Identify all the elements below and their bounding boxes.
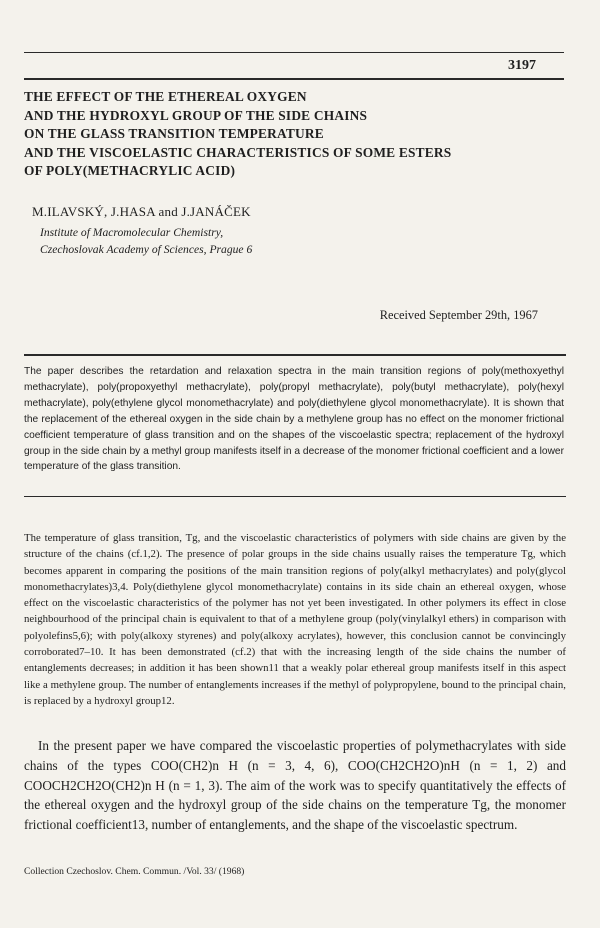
affiliation-line: Institute of Macromolecular Chemistry, — [40, 226, 224, 239]
top-rule — [24, 52, 564, 53]
title-line: OF POLY(METHACRYLIC ACID) — [24, 163, 236, 178]
title-line: ON THE GLASS TRANSITION TEMPERATURE — [24, 126, 324, 141]
abstract-bottom-rule — [24, 496, 566, 497]
abstract-top-rule — [24, 354, 566, 356]
header-rule — [24, 78, 564, 80]
abstract: The paper describes the retardation and relaxation spectra in the main transition regions of poly(methoxyethyl methacrylate), poly(propoxyethyl methacrylate), poly(propyl methacrylate), poly(butyl methacrylate), poly(hexyl methacrylate), poly(ethylene glycol monomethacrylate) and poly(diethylene glycol monomethacrylate). It is shown that the replacement of the ethereal oxygen in the side chain by a methylene group has no effect on the monomer frictional coefficient temperature of glass transition and on the shapes of the viscoelastic spectra; replacement of the hydroxyl group in the side chain by a methyl group manifests itself in a decrease of the monomer frictional coefficient and a lower temperature of the glass transition. — [24, 366, 564, 473]
title-line: AND THE VISCOELASTIC CHARACTERISTICS OF SOME ESTERS — [24, 144, 452, 160]
body-paragraph-2: In the present paper we have compared the viscoelastic properties of polymethacrylates with side chains of the types COO(CH2)n H (n = 3, 4, 6), COO(CH2CH2O)nH (n = 1, 2) and COOCH2CH2O(CH2)n H (n = 1, 3). The aim of the work was to specify quantitatively the effects of the ethereal oxygen and the hydroxyl group of the side chains on the temperature Tg, the monomer frictional coefficient13, number of entanglements, and the shape of the viscoelastic spectrum. — [24, 738, 566, 833]
article-title — [24, 88, 564, 181]
authors: M.ILAVSKÝ, J.HASA and J.JANÁČEK — [32, 204, 251, 219]
page-number: 3197 — [508, 58, 536, 73]
affiliation — [40, 224, 252, 258]
body-paragraph-1: The temperature of glass transition, Tg, and the viscoelastic characteristics of polymers with side chains are given by the structure of the chains (cf.1,2). The presence of polar groups in the side chains usually raises the temperature Tg, which becomes apparent in comparing the positions of the main transition regions of poly(alkyl methacrylates) and poly(glycol monomethacrylates)3,4. Poly(diethylene glycol monomethacrylate) contains in its side chain an ethereal oxygen, whose effect on the viscoelastic characteristics of the polymer has not yet been investigated. In other polymers its effect in close neighbourhood of the principal chain is equivalent to that of a methylene group (poly(vinylalkyl ethers) in comparison with polyolefins5,6); with poly(alkoxy styrenes) and poly(alkoxy acrylates), however, this conclusion cannot be convincingly corroborated7–10. It has been demonstrated (cf.2) that with the increasing length of the side chains the number of entanglements decreases; in addition it has been shown11 that a weakly polar ethereal group manifests itself in this aspect like a methylene group. The number of entanglements increases if the methyl of polypropylene, bound to the principal chain, is replaced by a hydroxyl group12. — [24, 532, 566, 707]
affiliation-line: Czechoslovak Academy of Sciences, Prague 6 — [40, 243, 253, 256]
received-date: Received September 29th, 1967 — [379, 308, 538, 322]
title-line: AND THE HYDROXYL GROUP OF THE SIDE CHAINS — [24, 107, 368, 123]
journal-footer: Collection Czechoslov. Chem. Commun. /Vol. 33/ (1968) — [24, 866, 245, 877]
title-line: THE EFFECT OF THE ETHEREAL OXYGEN — [24, 89, 307, 104]
